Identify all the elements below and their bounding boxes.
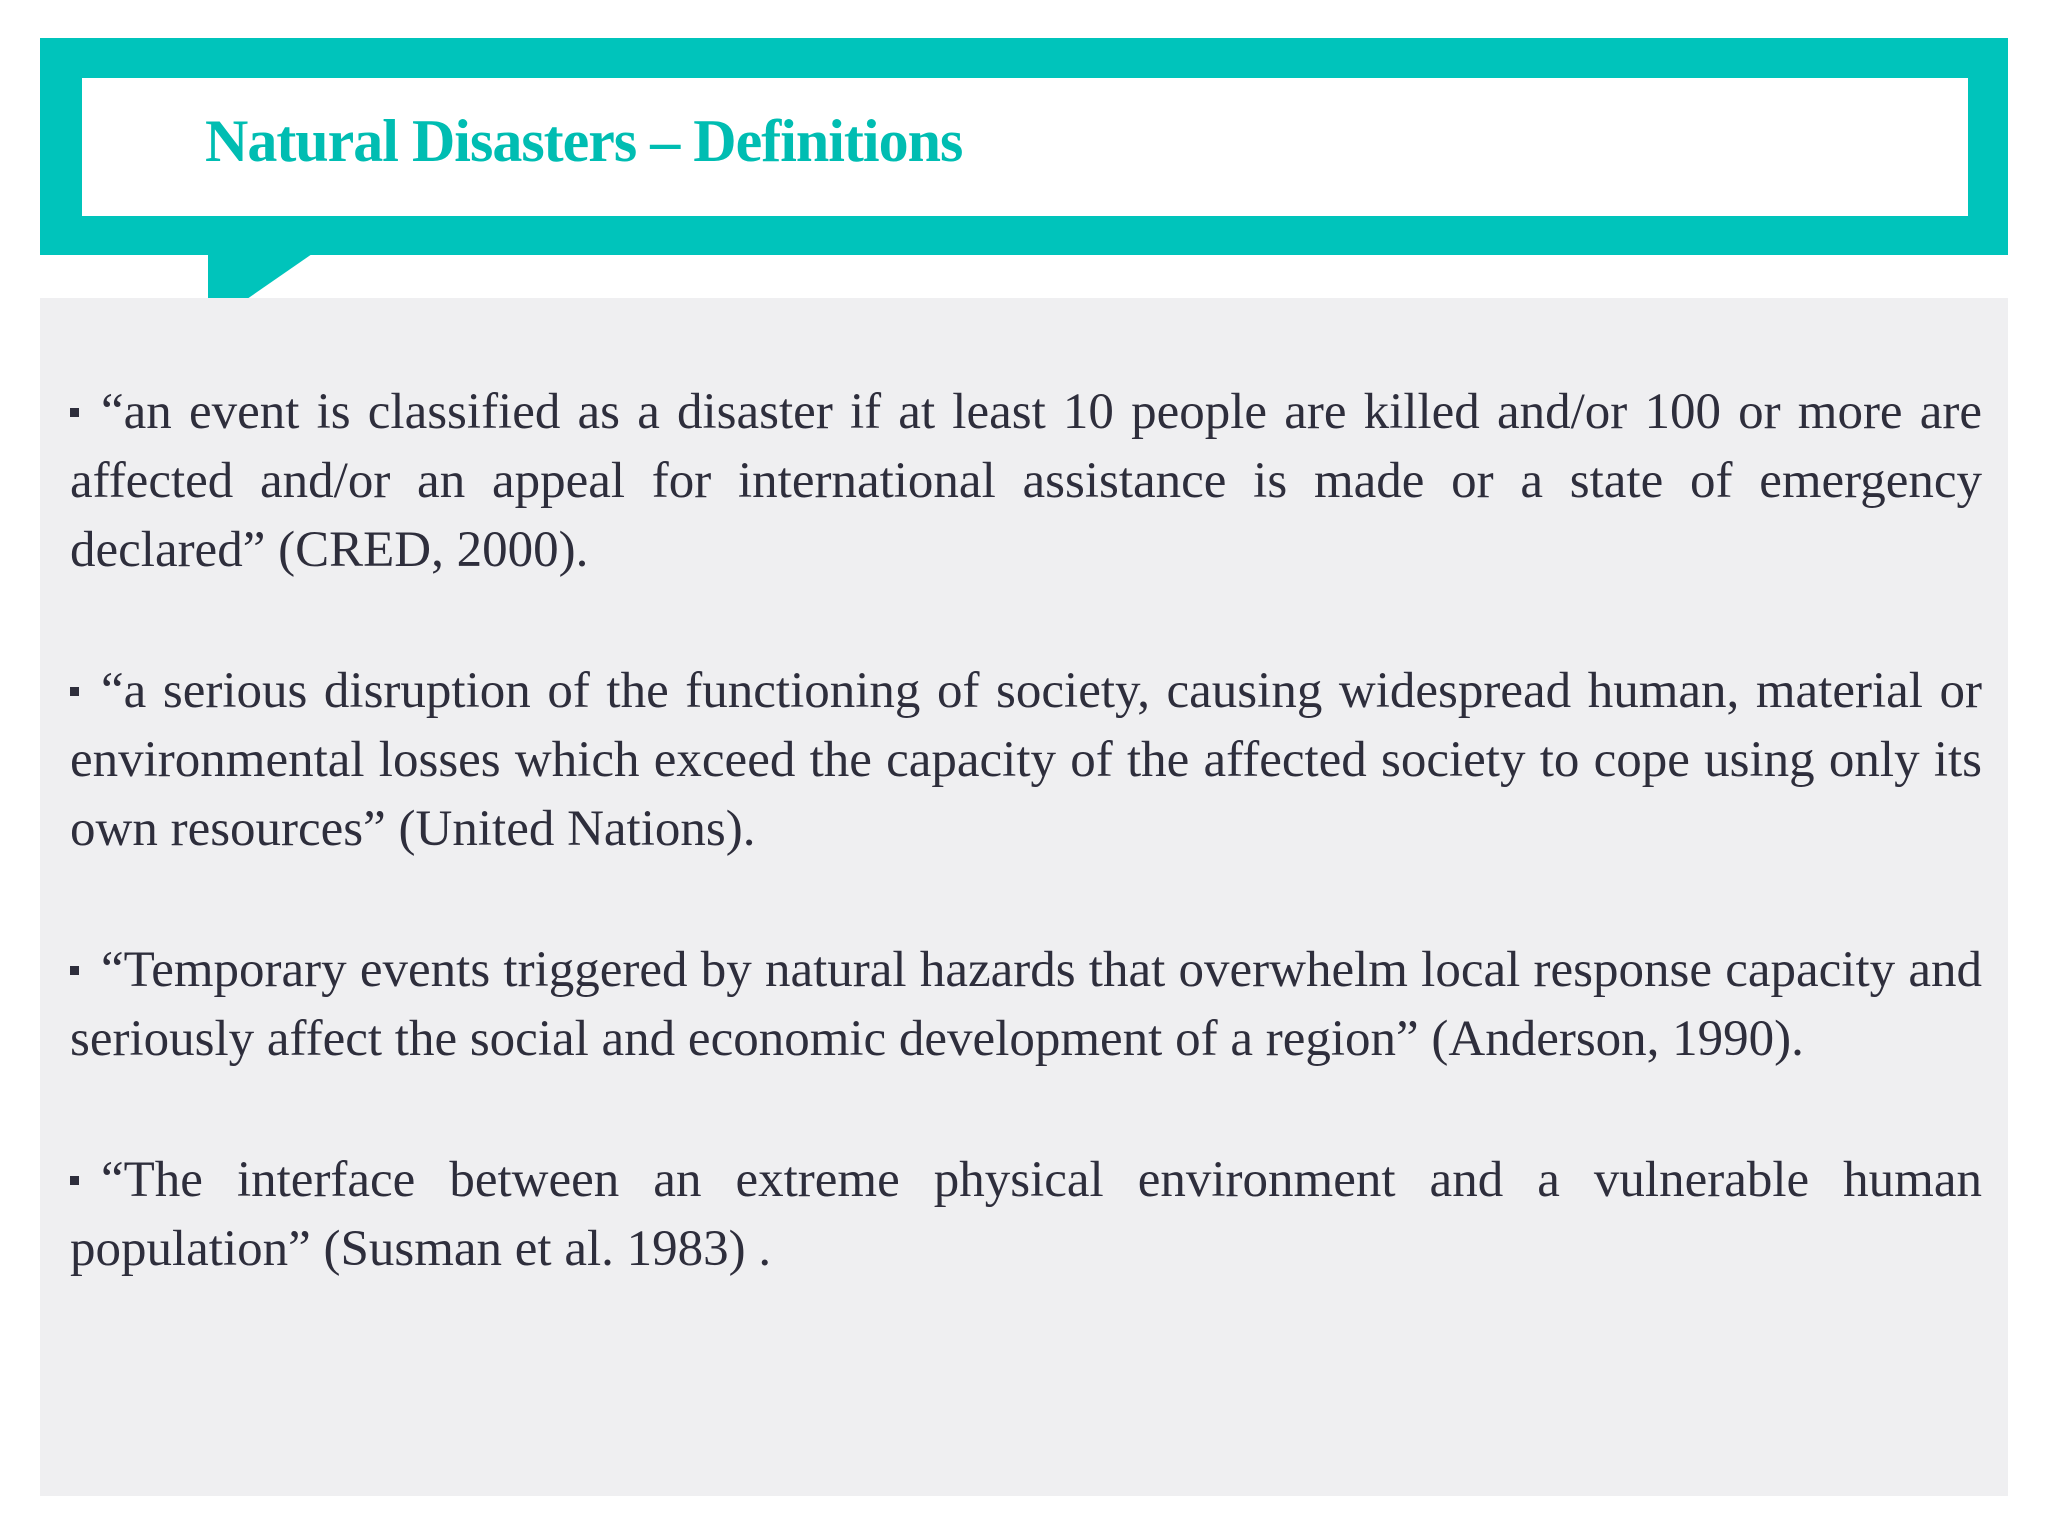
definition-text: “an event is classified as a disaster if at least 10 people are killed and/or 100 or more are affected and/or an appeal for international assistance is made or a state of emergency declared” (CRED, 2000). — [70, 384, 1982, 578]
definition-text: “The interface between an extreme physical environment and a vulnerable human population” (Susman et al. 1983) . — [70, 1152, 1982, 1277]
definition-item-anderson — [70, 936, 1982, 1074]
definitions-list — [70, 378, 1982, 1356]
square-bullet-icon — [70, 687, 79, 696]
square-bullet-icon — [70, 966, 79, 975]
definition-item-susman — [70, 1146, 1982, 1284]
definition-item-united-nations — [70, 657, 1982, 864]
square-bullet-icon — [70, 408, 79, 417]
definition-item-cred — [70, 378, 1982, 585]
slide-title: Natural Disasters – Definitions — [205, 108, 963, 174]
definition-text: “a serious disruption of the functioning of society, causing widespread human, material or environmental losses which exceed the capacity of the affected society to cope using only its own resources” (United Nations). — [70, 663, 1982, 857]
square-bullet-icon — [70, 1176, 79, 1185]
definition-text: “Temporary events triggered by natural hazards that overwhelm local response capacity and seriously affect the social and economic development of a region” (Anderson, 1990). — [70, 942, 1982, 1067]
